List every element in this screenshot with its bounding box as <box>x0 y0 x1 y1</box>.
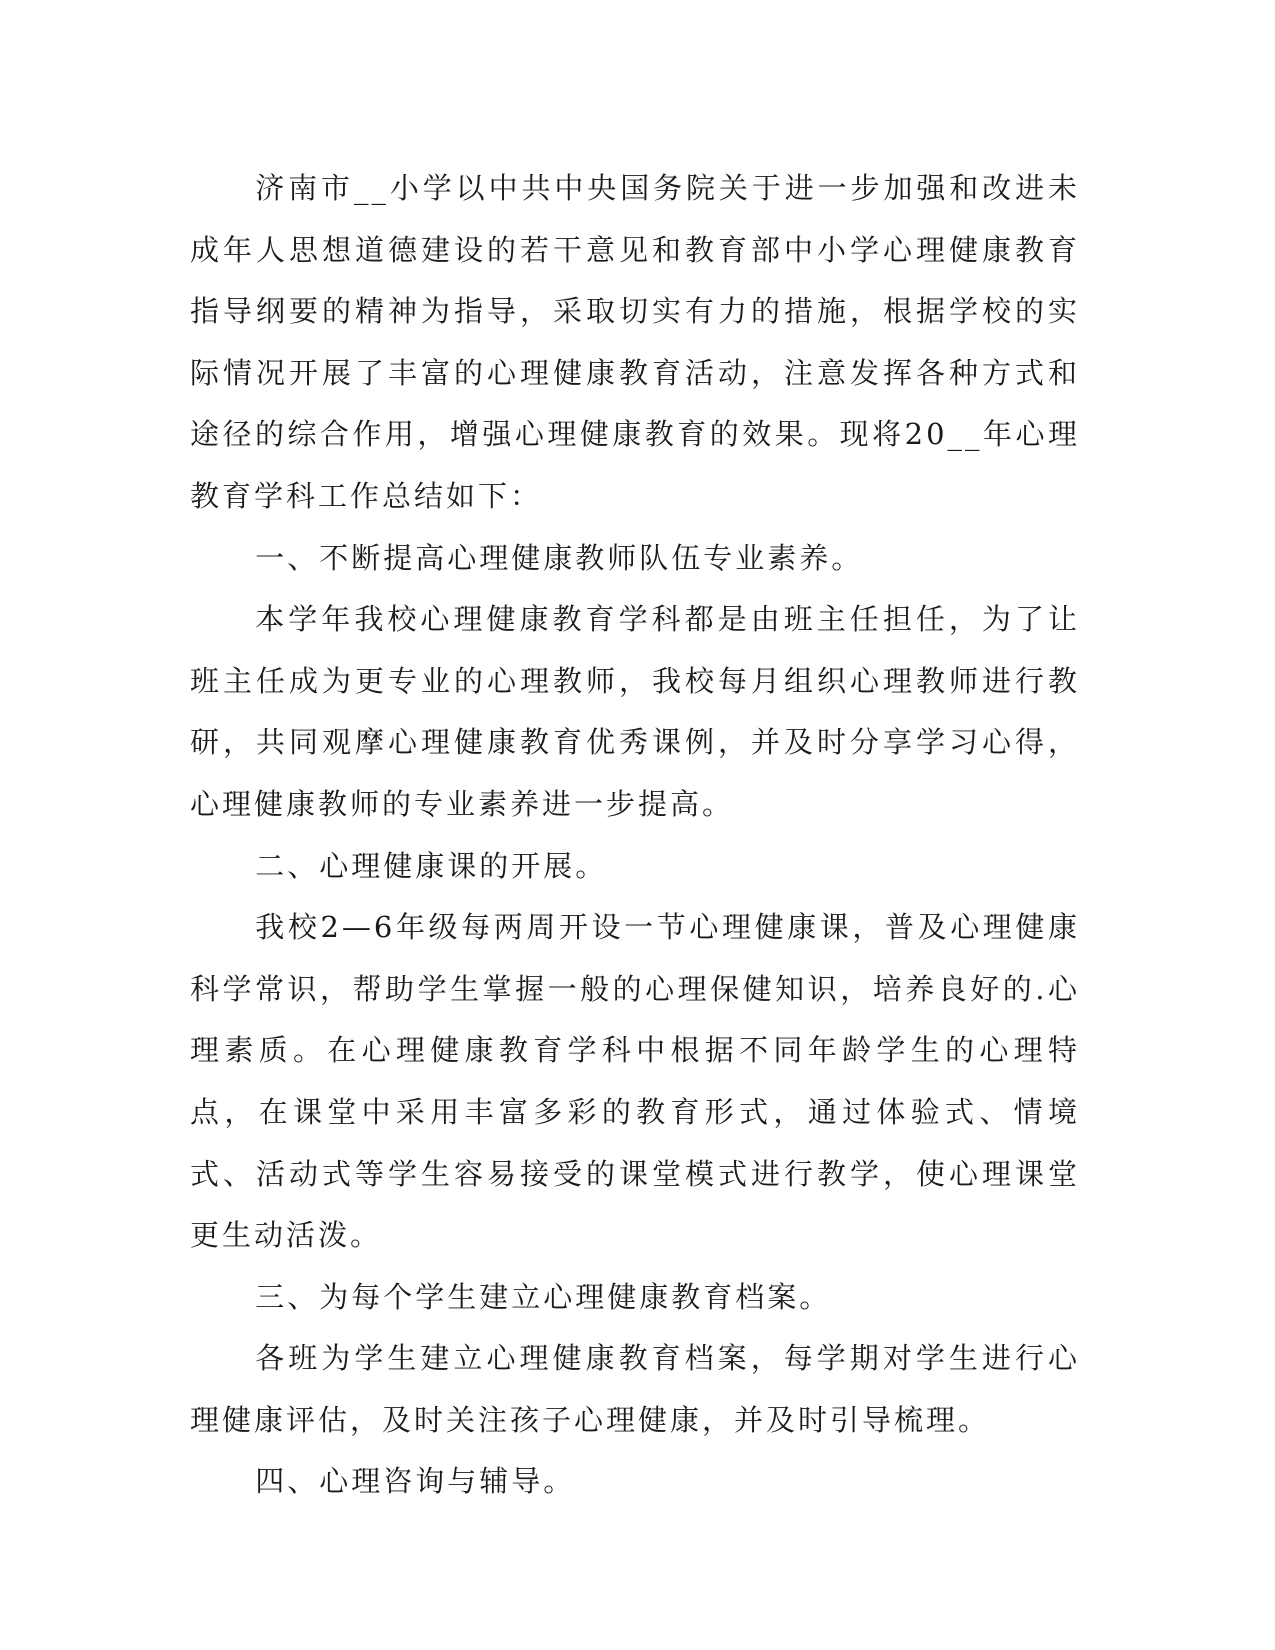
section-1-paragraph: 本学年我校心理健康教育学科都是由班主任担任，为了让班主任成为更专业的心理教师，我校每月组织心理教师进行教研，共同观摩心理健康教育优秀课例，并及时分享学习心得，心理健康教师的专业素养进一步提高。 <box>190 602 1080 821</box>
intro-paragraph: 济南市__小学以中共中央国务院关于进一步加强和改进未成年人思想道德建设的若干意见和教育部中小学心理健康教育指导纲要的精神为指导，采取切实有力的措施，根据学校的实际情况开展了丰富的心理健康教育活动，注意发挥各种方式和途径的综合作用，增强心理健康教育的效果。现将20__年心理教育学科工作总结如下： <box>190 171 1080 513</box>
section-heading-2: 二、心理健康课的开展。 <box>255 848 608 883</box>
section-heading-3: 三、为每个学生建立心理健康教育档案。 <box>255 1279 832 1314</box>
section-heading-4: 四、心理咨询与辅导。 <box>255 1464 576 1499</box>
section-heading-1: 一、不断提高心理健康教师队伍专业素养。 <box>255 540 864 575</box>
section-3-paragraph: 各班为学生建立心理健康教育档案，每学期对学生进行心理健康评估，及时关注孩子心理健康，并及时引导梳理。 <box>190 1341 1080 1437</box>
section-2-paragraph: 我校2—6年级每两周开设一节心理健康课，普及心理健康科学常识，帮助学生掌握一般的心理保健知识，培养良好的.心理素质。在心理健康教育学科中根据不同年龄学生的心理特点，在课堂中采用丰富多彩的教育形式，通过体验式、情境式、活动式等学生容易接受的课堂模式进行教学，使心理课堂更生动活泼。 <box>190 910 1080 1253</box>
document-body <box>190 158 1080 1513</box>
